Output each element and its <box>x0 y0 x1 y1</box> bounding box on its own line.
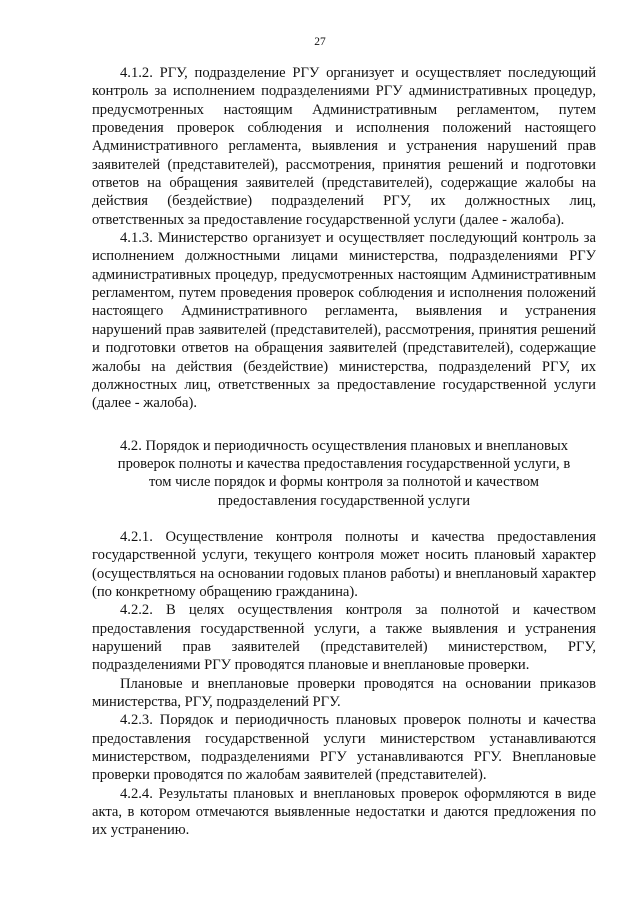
paragraph-4-2-4: 4.2.4. Результаты плановых и внеплановых проверок оформляются в виде акта, в котором отмечаются выявленные недостатки и даются предложения по их устранению. <box>92 785 596 839</box>
paragraph-4-1-2: 4.1.2. РГУ, подразделение РГУ организует и осуществляет последующий контроль за исполнением подразделениями РГУ административных процедур, предусмотренных настоящим Административным регламентом, путем проведения проверок соблюдения и исполнения положений настоящего Административного регламента, выявления и устранения нарушений прав заявителей (представителей), рассмотрения, принятия решений и подготовки ответов на обращения заявителей (представителей), содержащие жалобы на действия (бездействие) подразделений РГУ, их должностных лиц, ответственных за предоставление государственной услуги (далее - жалоба). <box>92 65 596 228</box>
section-heading-4-2: 4.2. Порядок и периодичность осуществления плановых и внеплановых проверок полноты и качества предоставления государственной услуги, в том числе порядок и формы контроля за полнотой и качеством предоставления государственной услуги <box>117 437 571 509</box>
document-body <box>92 64 596 840</box>
paragraph-4-1-3: 4.1.3. Министерство организует и осуществляет последующий контроль за исполнением должностными лицами министерства, подразделениями РГУ административных процедур, предусмотренных настоящим Административным регламентом, путем проведения проверок соблюдения и исполнения положений настоящего Административного регламента, выявления и устранения нарушений прав заявителей (представителей), рассмотрения, принятия решений и подготовки ответов на обращения заявителей (представителей), содержащие жалобы на действия (бездействие) министерства, подразделений РГУ, их должностных лиц, ответственных за предоставление государственной услуги (далее - жалоба). <box>92 230 596 412</box>
paragraph-4-2-1: 4.2.1. Осуществление контроля полноты и качества предоставления государственной услуги, текущего контроля может носить плановый характер (осуществляться на основании годовых планов работы) и внеплановый характер (по конкретному обращению гражданина). <box>92 528 596 600</box>
paragraph-4-2-3: 4.2.3. Порядок и периодичность плановых проверок полноты и качества предоставления государственной услуги министерством устанавливаются министерством, подразделениями РГУ устанавливаются РГУ. Внеплановые проверки проводятся по жалобам заявителей (представителей). <box>92 712 596 784</box>
paragraph-4-2-2: 4.2.2. В целях осуществления контроля за полнотой и качеством предоставления государственной услуги, а также выявления и устранения нарушений прав заявителей (представителей) министерством, РГУ, подразделениями РГУ проводятся плановые и внеплановые проверки. <box>92 602 596 674</box>
paragraph-inspections-basis: Плановые и внеплановые проверки проводятся на основании приказов министерства, РГУ, подразделений РГУ. <box>92 675 596 710</box>
page-number: 27 <box>314 36 326 48</box>
